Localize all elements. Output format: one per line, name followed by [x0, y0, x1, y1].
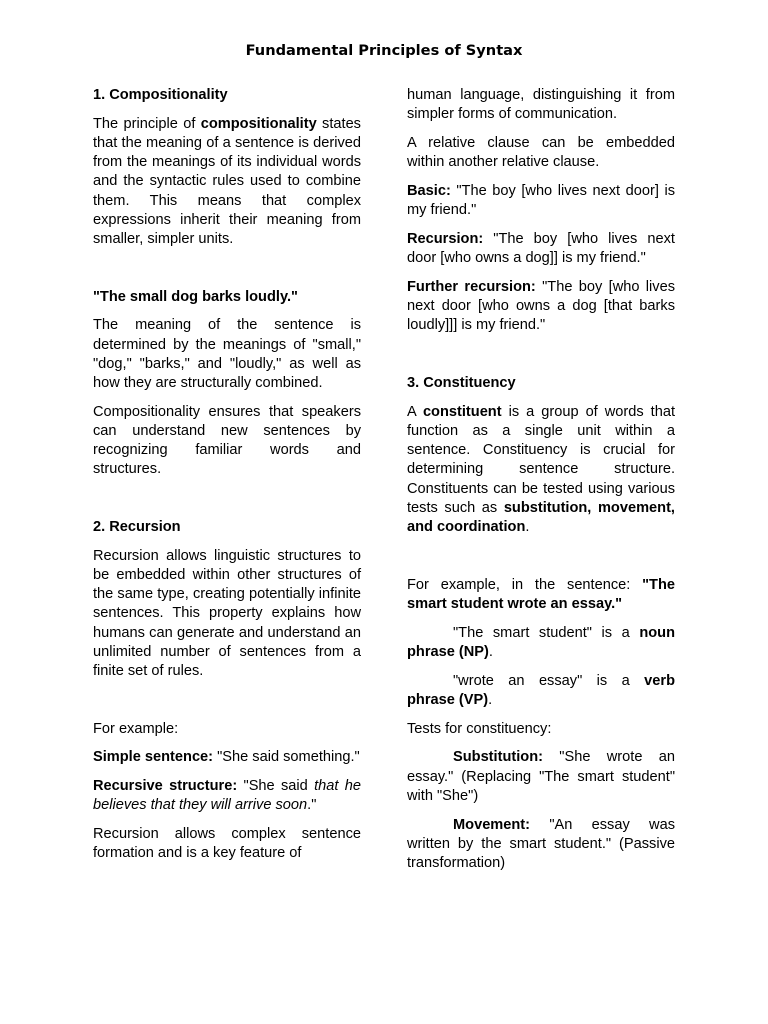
recursion-for-example: For example: — [93, 720, 179, 737]
relative-clause-note: A relative clause can be embedded within another relative clause. — [407, 135, 675, 171]
compositionality-definition: The principle of compositionality states that the meaning of a sentence is derived from the meanings of its individual words and the syntactic rules used to combine them. This means that complex expressions inherit their meaning from smaller, simpler units. — [93, 115, 361, 248]
constituency-example-sentence: For example, in the sentence: "The smart student wrote an essay." — [407, 576, 675, 612]
movement-test: Movement: "An essay was written by the smart student." (Passive transformation) — [407, 816, 675, 872]
recursive-structure-example: Recursive structure: "She said that he believes that they will arrive soon." — [93, 778, 361, 814]
basic-example: Basic: "The boy [who lives next door] is my friend." — [407, 183, 675, 219]
section-heading-compositionality: 1. Compositionality — [93, 87, 228, 103]
tests-heading: Tests for constituency: — [407, 720, 552, 737]
constituency-definition: A constituent is a group of words that function as a single unit within a sentence. Constituency is crucial for determining sentence structure. Constituents can be tested using various tests such as substitution, movement, and coordination. — [407, 403, 676, 536]
section-heading-recursion: 2. Recursion — [93, 519, 181, 536]
verb-phrase-example: "wrote an essay" is a verb phrase (VP). — [407, 672, 675, 708]
recursion-summary: Recursion allows complex sentence formation and is a key feature of — [93, 826, 361, 862]
substitution-test: Substitution: "She wrote an essay." (Replacing "The smart student" with "She") — [407, 749, 675, 804]
further-recursion-example: Further recursion: "The boy [who lives next door [who owns a dog [that barks loudly]]] is my friend." — [407, 279, 675, 334]
page-title: Fundamental Principles of Syntax — [245, 42, 523, 59]
noun-phrase-example: "The smart student" is a noun phrase (NP). — [407, 624, 675, 660]
simple-sentence-example: Simple sentence: "She said something." — [93, 749, 360, 766]
compositionality-explanation: The meaning of the sentence is determined by the meanings of "small," "dog," "barks," and "loudly," as well as how they are structurally combined. — [93, 317, 361, 392]
recursion-example: Recursion: "The boy [who lives next door [who owns a dog]] is my friend." — [407, 231, 675, 267]
recursion-summary-continued: human language, distinguishing it from simpler forms of communication. — [407, 87, 675, 123]
left-column — [93, 86, 361, 873]
recursion-definition: Recursion allows linguistic structures to be embedded within other structures of the same type, creating potentially infinite sentences. This property explains how humans can generate and understand an unlimited number of sentences from a finite set of rules. — [93, 547, 361, 680]
compositionality-example: "The small dog barks loudly." — [93, 288, 298, 305]
compositionality-summary: Compositionality ensures that speakers can understand new sentences by recognizing familiar words and structures. — [93, 403, 361, 478]
right-column — [407, 86, 675, 883]
section-heading-constituency: 3. Constituency — [407, 375, 516, 391]
